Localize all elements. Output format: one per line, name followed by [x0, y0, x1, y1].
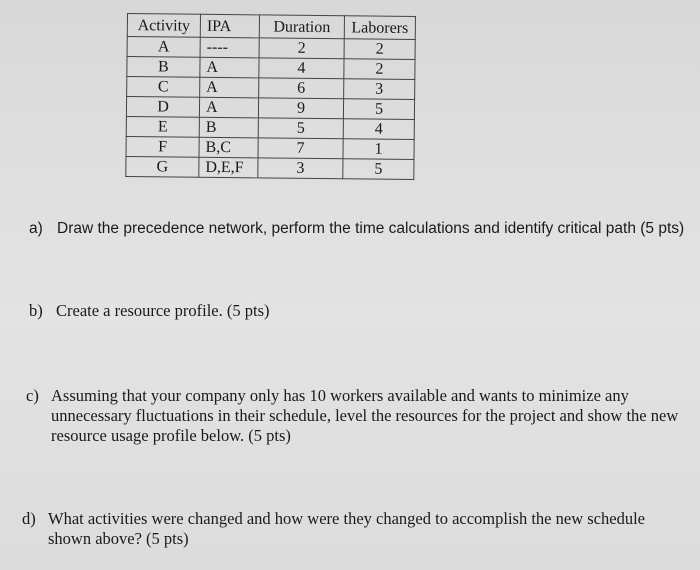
cell-duration: 6 [259, 78, 344, 99]
cell-laborers: 5 [343, 99, 414, 120]
cell-activity: F [126, 136, 199, 157]
question-text: Create a resource profile. (5 pts) [56, 301, 270, 320]
cell-laborers: 2 [344, 39, 415, 60]
cell-duration: 9 [258, 98, 343, 119]
cell-ipa: A [199, 97, 258, 118]
question-label: c) [26, 386, 39, 405]
cell-activity: D [126, 97, 199, 118]
cell-activity: C [127, 77, 200, 98]
cell-activity: B [127, 57, 200, 78]
table-row [126, 156, 414, 179]
activity-table [125, 13, 416, 180]
cell-activity: A [127, 37, 200, 58]
question-label: a) [29, 220, 43, 237]
cell-duration: 7 [258, 138, 343, 159]
question-text: What activities were changed and how were they changed to accomplish the new schedule shown above? (5 pts) [48, 509, 645, 548]
cell-laborers: 4 [343, 119, 414, 140]
cell-duration: 4 [259, 58, 344, 79]
cell-ipa: B [199, 117, 258, 138]
column-header-duration: Duration [259, 15, 344, 39]
cell-ipa: A [200, 77, 259, 98]
table-header-row [127, 14, 415, 40]
column-header-laborers: Laborers [344, 16, 415, 40]
cell-duration: 5 [258, 118, 343, 139]
cell-duration: 3 [258, 158, 343, 179]
cell-ipa: A [200, 57, 259, 78]
cell-laborers: 5 [343, 159, 414, 180]
cell-ipa: B,C [199, 137, 258, 158]
cell-duration: 2 [259, 38, 344, 59]
cell-laborers: 3 [344, 79, 415, 100]
cell-activity: G [126, 156, 199, 177]
cell-laborers: 2 [344, 59, 415, 80]
question-text: Assuming that your company only has 10 workers available and wants to minimize any unnecessary fluctuations in their schedule, level the resources for the project and show the new resource usage profile below. (5 pts) [51, 386, 679, 445]
cell-laborers: 1 [343, 139, 414, 160]
question-label: d) [22, 509, 36, 528]
question-text: Draw the precedence network, perform the time calculations and identify critical path (5 pts) [57, 220, 685, 237]
column-header-ipa: IPA [200, 14, 259, 38]
cell-ipa: D,E,F [199, 157, 258, 178]
cell-ipa: ---- [200, 37, 259, 58]
column-header-activity: Activity [127, 14, 200, 38]
question-label: b) [29, 301, 43, 320]
cell-activity: E [126, 116, 199, 137]
